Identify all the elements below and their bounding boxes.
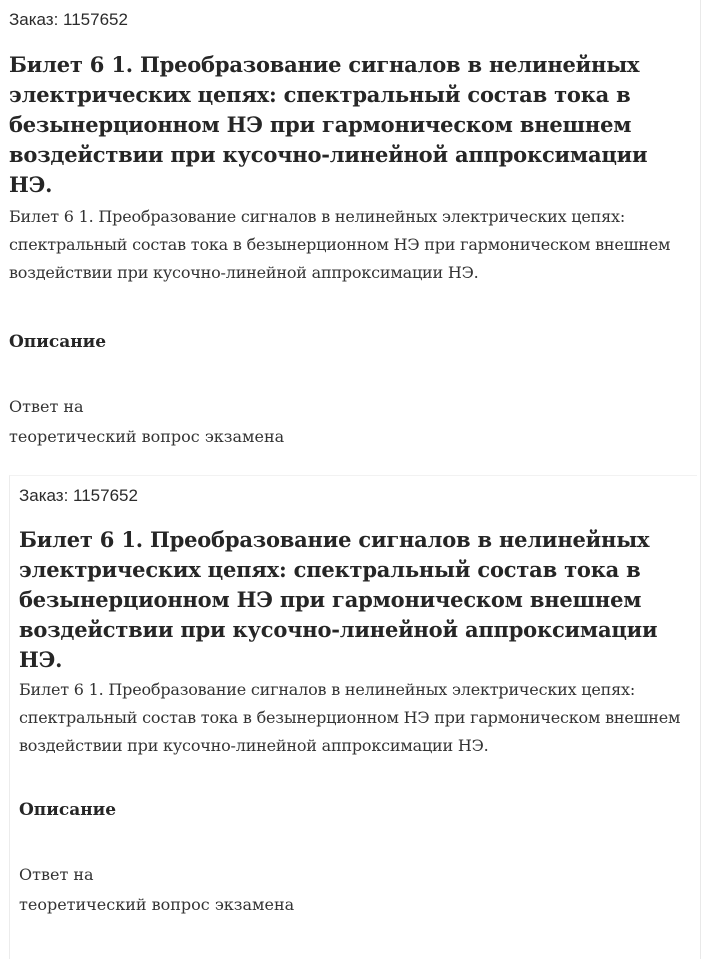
document-description: Билет 6 1. Преобразование сигналов в нелинейных электрических цепях: спектральный состав тока в безынерционном НЭ при гармоническом внешнем воздействии при кусочно-линейной аппроксимации НЭ. <box>19 680 681 755</box>
document-block-1 <box>0 0 701 475</box>
order-number: Заказ: 1157652 <box>9 10 128 29</box>
document-block-2 <box>9 475 697 959</box>
answer-text <box>9 392 509 452</box>
order-number: Заказ: 1157652 <box>19 486 138 505</box>
document-title: Билет 6 1. Преобразование сигналов в нелинейных электрических цепях: спектральный состав тока в безынерционном НЭ при гармоническом внешнем воздействии при кусочно-линейной аппроксимации НЭ. <box>9 52 648 197</box>
answer-line-1: Ответ на <box>9 397 84 416</box>
document-description: Билет 6 1. Преобразование сигналов в нелинейных электрических цепях: спектральный состав тока в безынерционном НЭ при гармоническом внешнем воздействии при кусочно-линейной аппроксимации НЭ. <box>9 207 671 282</box>
answer-line-2: теоретический вопрос экзамена <box>19 895 295 914</box>
answer-line-1: Ответ на <box>19 865 94 884</box>
answer-line-2: теоретический вопрос экзамена <box>9 427 285 446</box>
section-heading-description: Описание <box>19 800 117 820</box>
answer-text <box>19 860 519 920</box>
document-title: Билет 6 1. Преобразование сигналов в нелинейных электрических цепях: спектральный состав тока в безынерционном НЭ при гармоническом внешнем воздействии при кусочно-линейной аппроксимации НЭ. <box>19 527 658 672</box>
section-heading-description: Описание <box>9 332 107 352</box>
